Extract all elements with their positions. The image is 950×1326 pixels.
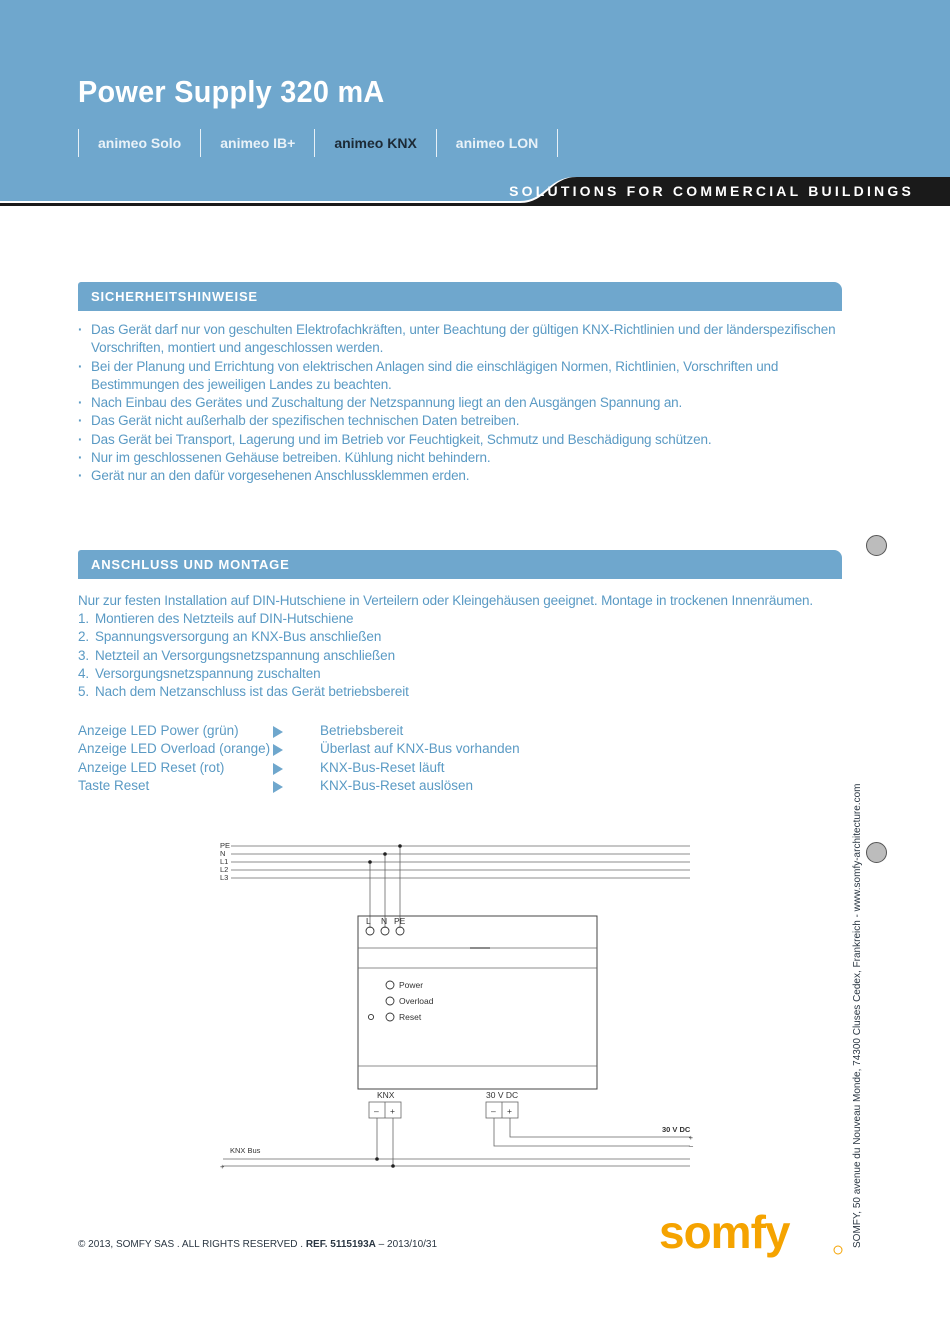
arrow-right-icon	[273, 763, 283, 775]
arrow-right-icon	[273, 726, 283, 738]
knx-terminal-label: KNX	[377, 1090, 395, 1100]
step-item: 4. Versorgungsnetzspannung zuschalten	[78, 665, 321, 681]
hole-marker-icon	[866, 842, 887, 863]
indicator-description: Überlast auf KNX-Bus vorhanden	[320, 741, 520, 757]
tab-animeo-solo[interactable]: animeo Solo	[78, 129, 200, 157]
terminal-minus: –	[491, 1106, 496, 1116]
led-label-overload: Overload	[399, 996, 434, 1006]
safety-item: · Das Gerät darf nur von geschulten Elektrofachkräften, unter Beachtung der gültigen KNX-Richtlinien und der länderspezifischen Vorschriften, montiert und angeschlossen werden.	[78, 321, 838, 358]
line-label: L2	[220, 865, 229, 874]
section-heading-mounting-label: ANSCHLUSS UND MONTAGE	[91, 557, 290, 572]
page-title: Power Supply 320 mA	[78, 74, 385, 109]
tab-animeo-lon[interactable]: animeo LON	[436, 129, 558, 157]
safety-list	[78, 321, 838, 486]
step-item: 3. Netzteil an Versorgungsnetzspannung anschließen	[78, 647, 395, 663]
step-item: 5. Nach dem Netzanschluss ist das Gerät betriebsbereit	[78, 684, 409, 700]
safety-item: · Das Gerät bei Transport, Lagerung und im Betrieb vor Feuchtigkeit, Schmutz und Beschädigung schützen.	[78, 431, 838, 449]
dc-terminal-label: 30 V DC	[486, 1090, 519, 1100]
terminal-plus: +	[390, 1106, 395, 1116]
terminal-label: PE	[394, 916, 406, 926]
indicator-table	[78, 722, 578, 795]
indicator-label: Anzeige LED Overload (orange)	[78, 741, 271, 757]
mounting-steps	[78, 610, 409, 701]
tagline-swoosh	[0, 0, 950, 210]
indicator-row	[78, 740, 578, 758]
dc-output-label: 30 V DC	[662, 1125, 691, 1134]
bus-plus-label: +	[220, 1162, 225, 1171]
indicator-row	[78, 759, 578, 777]
line-label: PE	[220, 841, 231, 850]
mounting-intro: Nur zur festen Installation auf DIN-Hutschiene in Verteilern oder Kleingehäusen geeignet. Montage in trockenen Innenräumen.	[78, 593, 814, 608]
line-label: L1	[220, 857, 229, 866]
arrow-right-icon	[273, 781, 283, 793]
section-heading-mounting	[78, 550, 842, 579]
line-label: L3	[220, 873, 229, 882]
terminal-plus: +	[507, 1106, 512, 1116]
safety-item: · Nur im geschlossenen Gehäuse betreiben. Kühlung nicht behindern.	[78, 449, 838, 467]
step-item: 1. Montieren des Netzteils auf DIN-Hutschiene	[78, 611, 354, 626]
dc-output-minus: –	[688, 1141, 693, 1150]
step-item: 2. Spannungsversorgung an KNX-Bus anschließen	[78, 629, 382, 645]
led-label-power: Power	[399, 980, 424, 990]
tab-animeo-ib-plus[interactable]: animeo IB+	[200, 129, 314, 157]
dc-output-plus: +	[688, 1133, 693, 1142]
terminal-minus: –	[374, 1106, 379, 1116]
safety-item: · Gerät nur an den dafür vorgesehenen Anschlussklemmen erden.	[78, 467, 838, 485]
footer-copyright: © 2013, SOMFY SAS . ALL RIGHTS RESERVED . REF. 5115193A – 2013/10/31	[78, 1239, 438, 1250]
indicator-label: Anzeige LED Power (grün)	[78, 723, 239, 738]
line-label: N	[220, 849, 226, 858]
hole-marker-icon	[866, 535, 887, 556]
safety-item: · Das Gerät nicht außerhalb der spezifischen technischen Daten betreiben.	[78, 412, 838, 430]
arrow-right-icon	[273, 744, 283, 756]
indicator-row	[78, 777, 578, 795]
somfy-logo	[657, 1202, 847, 1262]
safety-item: · Bei der Planung und Errichtung von elektrischen Anlagen sind die einschlägigen Normen, Richtlinien, Vorschriften und Bestimmungen des jeweiligen Landes zu beachten.	[78, 358, 838, 395]
section-heading-safety	[78, 282, 842, 311]
knx-bus-label: KNX Bus	[230, 1146, 261, 1155]
logo-text: somfy	[659, 1206, 790, 1258]
safety-item: · Nach Einbau des Gerätes und Zuschaltung der Netzspannung liegt an den Ausgängen Spannung an.	[78, 394, 838, 412]
indicator-label: Anzeige LED Reset (rot)	[78, 759, 225, 775]
indicator-description: KNX-Bus-Reset auslösen	[320, 777, 474, 793]
terminal-label: L	[366, 916, 371, 926]
led-label-reset: Reset	[399, 1012, 422, 1022]
wiring-diagram	[215, 836, 695, 1176]
indicator-description: KNX-Bus-Reset läuft	[320, 759, 445, 775]
tab-animeo-knx[interactable]: animeo KNX	[314, 129, 435, 157]
tagline: SOLUTIONS FOR COMMERCIAL BUILDINGS	[509, 183, 914, 199]
indicator-label: Taste Reset	[78, 777, 150, 793]
terminal-label: N	[381, 916, 388, 926]
company-address: SOMFY, 50 avenue du Nouveau Monde, 74300 Cluses Cedex, Frankreich - www.somfy-architecture.com	[852, 783, 863, 1248]
section-heading-safety-label: SICHERHEITSHINWEISE	[91, 289, 258, 304]
indicator-description: Betriebsbereit	[320, 723, 404, 738]
indicator-row	[78, 722, 578, 740]
